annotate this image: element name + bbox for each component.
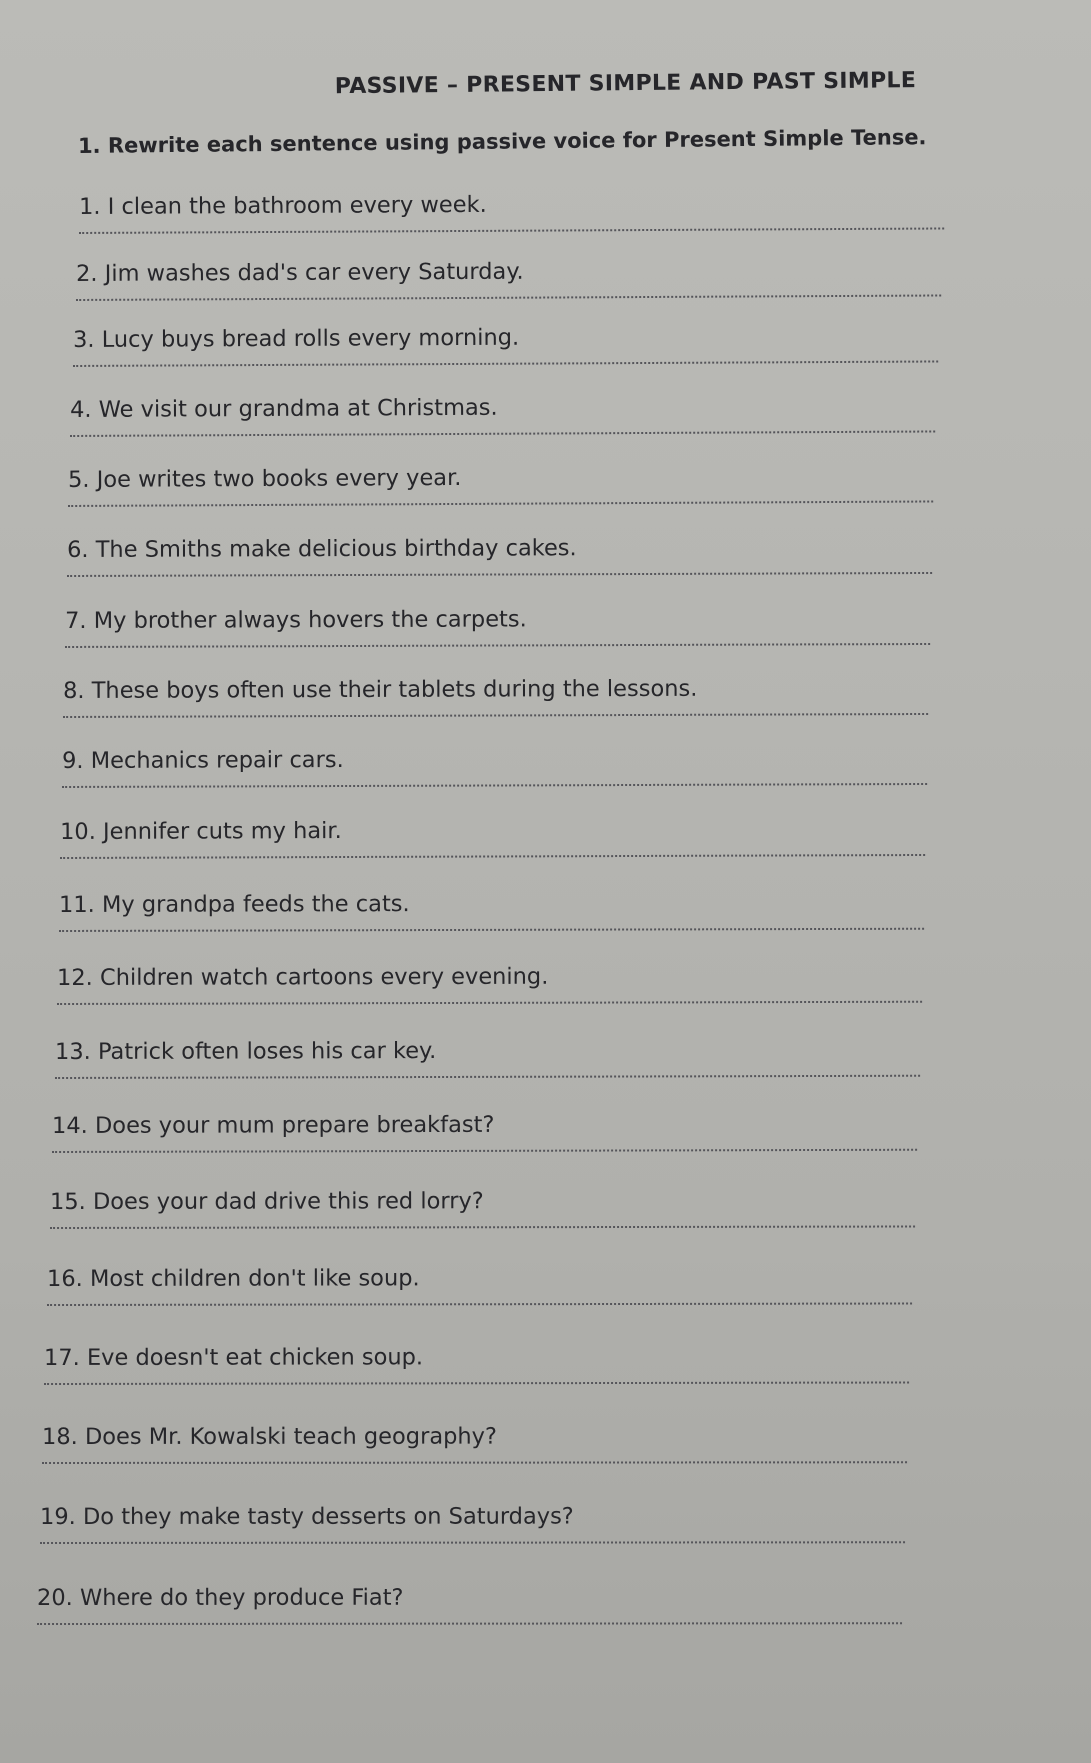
exercise-item-16 bbox=[47, 1264, 912, 1326]
answer-line[interactable] bbox=[67, 572, 932, 577]
answer-line[interactable] bbox=[57, 1001, 922, 1005]
answer-line[interactable] bbox=[52, 1149, 917, 1153]
exercise-sentence: 14. Does your mum prepare breakfast? bbox=[52, 1111, 495, 1139]
exercise-item-3 bbox=[73, 322, 938, 387]
exercise-sentence: 1. I clean the bathroom every week. bbox=[79, 191, 487, 220]
exercise-item-1 bbox=[79, 189, 944, 254]
exercise-item-4 bbox=[70, 392, 935, 457]
exercise-sentence: 18. Does Mr. Kowalski teach geography? bbox=[42, 1423, 497, 1450]
answer-line[interactable] bbox=[50, 1225, 915, 1229]
exercise-item-13 bbox=[55, 1037, 920, 1099]
exercise-item-18 bbox=[42, 1423, 907, 1484]
answer-line[interactable] bbox=[68, 500, 933, 507]
answer-line[interactable] bbox=[62, 783, 927, 788]
exercise-sentence: 6. The Smiths make delicious birthday cakes. bbox=[67, 535, 577, 563]
exercise-sentence: 12. Children watch cartoons every evening. bbox=[57, 963, 549, 991]
exercise-sentence: 2. Jim washes dad's car every Saturday. bbox=[76, 258, 524, 287]
exercise-sentence: 10. Jennifer cuts my hair. bbox=[60, 818, 342, 845]
exercise-item-6 bbox=[67, 534, 932, 597]
worksheet-title: PASSIVE – PRESENT SIMPLE AND PAST SIMPLE bbox=[334, 68, 917, 100]
exercise-sentence: 4. We visit our grandma at Christmas. bbox=[70, 394, 498, 423]
answer-line[interactable] bbox=[40, 1541, 905, 1544]
answer-line[interactable] bbox=[47, 1302, 912, 1306]
exercise-item-12 bbox=[57, 963, 922, 1025]
exercise-sentence: 3. Lucy buys bread rolls every morning. bbox=[73, 324, 520, 353]
exercise-sentence: 8. These boys often use their tablets during the lessons. bbox=[63, 675, 698, 704]
answer-line[interactable] bbox=[65, 643, 930, 648]
answer-line[interactable] bbox=[42, 1461, 907, 1464]
exercise-instruction: 1. Rewrite each sentence using passive voice for Present Simple Tense. bbox=[77, 125, 927, 158]
exercise-item-7 bbox=[65, 605, 930, 668]
exercise-item-8 bbox=[63, 675, 928, 738]
exercise-item-5 bbox=[68, 462, 933, 527]
exercise-item-17 bbox=[44, 1343, 909, 1405]
answer-line[interactable] bbox=[59, 928, 924, 932]
exercise-sentence: 16. Most children don't like soup. bbox=[47, 1265, 420, 1292]
answer-line[interactable] bbox=[37, 1622, 902, 1625]
answer-line[interactable] bbox=[70, 430, 935, 437]
answer-line[interactable] bbox=[76, 294, 941, 301]
answer-line[interactable] bbox=[60, 854, 925, 859]
exercise-sentence: 20. Where do they produce Fiat? bbox=[37, 1584, 404, 1611]
answer-line[interactable] bbox=[79, 227, 944, 234]
exercise-sentence: 17. Eve doesn't eat chicken soup. bbox=[44, 1344, 424, 1371]
answer-line[interactable] bbox=[44, 1381, 909, 1385]
answer-line[interactable] bbox=[63, 713, 928, 718]
exercise-item-2 bbox=[76, 256, 941, 321]
exercise-item-14 bbox=[52, 1111, 917, 1173]
exercise-item-15 bbox=[50, 1187, 915, 1249]
exercise-sentence: 13. Patrick often loses his car key. bbox=[55, 1038, 437, 1065]
answer-line[interactable] bbox=[55, 1075, 920, 1079]
exercise-item-19 bbox=[40, 1503, 905, 1564]
exercise-item-11 bbox=[59, 890, 924, 952]
exercise-sentence: 9. Mechanics repair cars. bbox=[62, 747, 344, 774]
exercise-item-20 bbox=[37, 1584, 902, 1645]
exercise-item-9 bbox=[62, 745, 927, 808]
exercise-item-10 bbox=[60, 816, 925, 879]
exercise-sentence: 5. Joe writes two books every year. bbox=[68, 464, 462, 493]
exercise-sentence: 11. My grandpa feeds the cats. bbox=[59, 891, 410, 918]
exercise-sentence: 7. My brother always hovers the carpets. bbox=[65, 606, 527, 634]
exercise-sentence: 19. Do they make tasty desserts on Saturdays? bbox=[40, 1503, 574, 1530]
answer-line[interactable] bbox=[73, 360, 938, 367]
exercise-sentence: 15. Does your dad drive this red lorry? bbox=[50, 1188, 484, 1215]
